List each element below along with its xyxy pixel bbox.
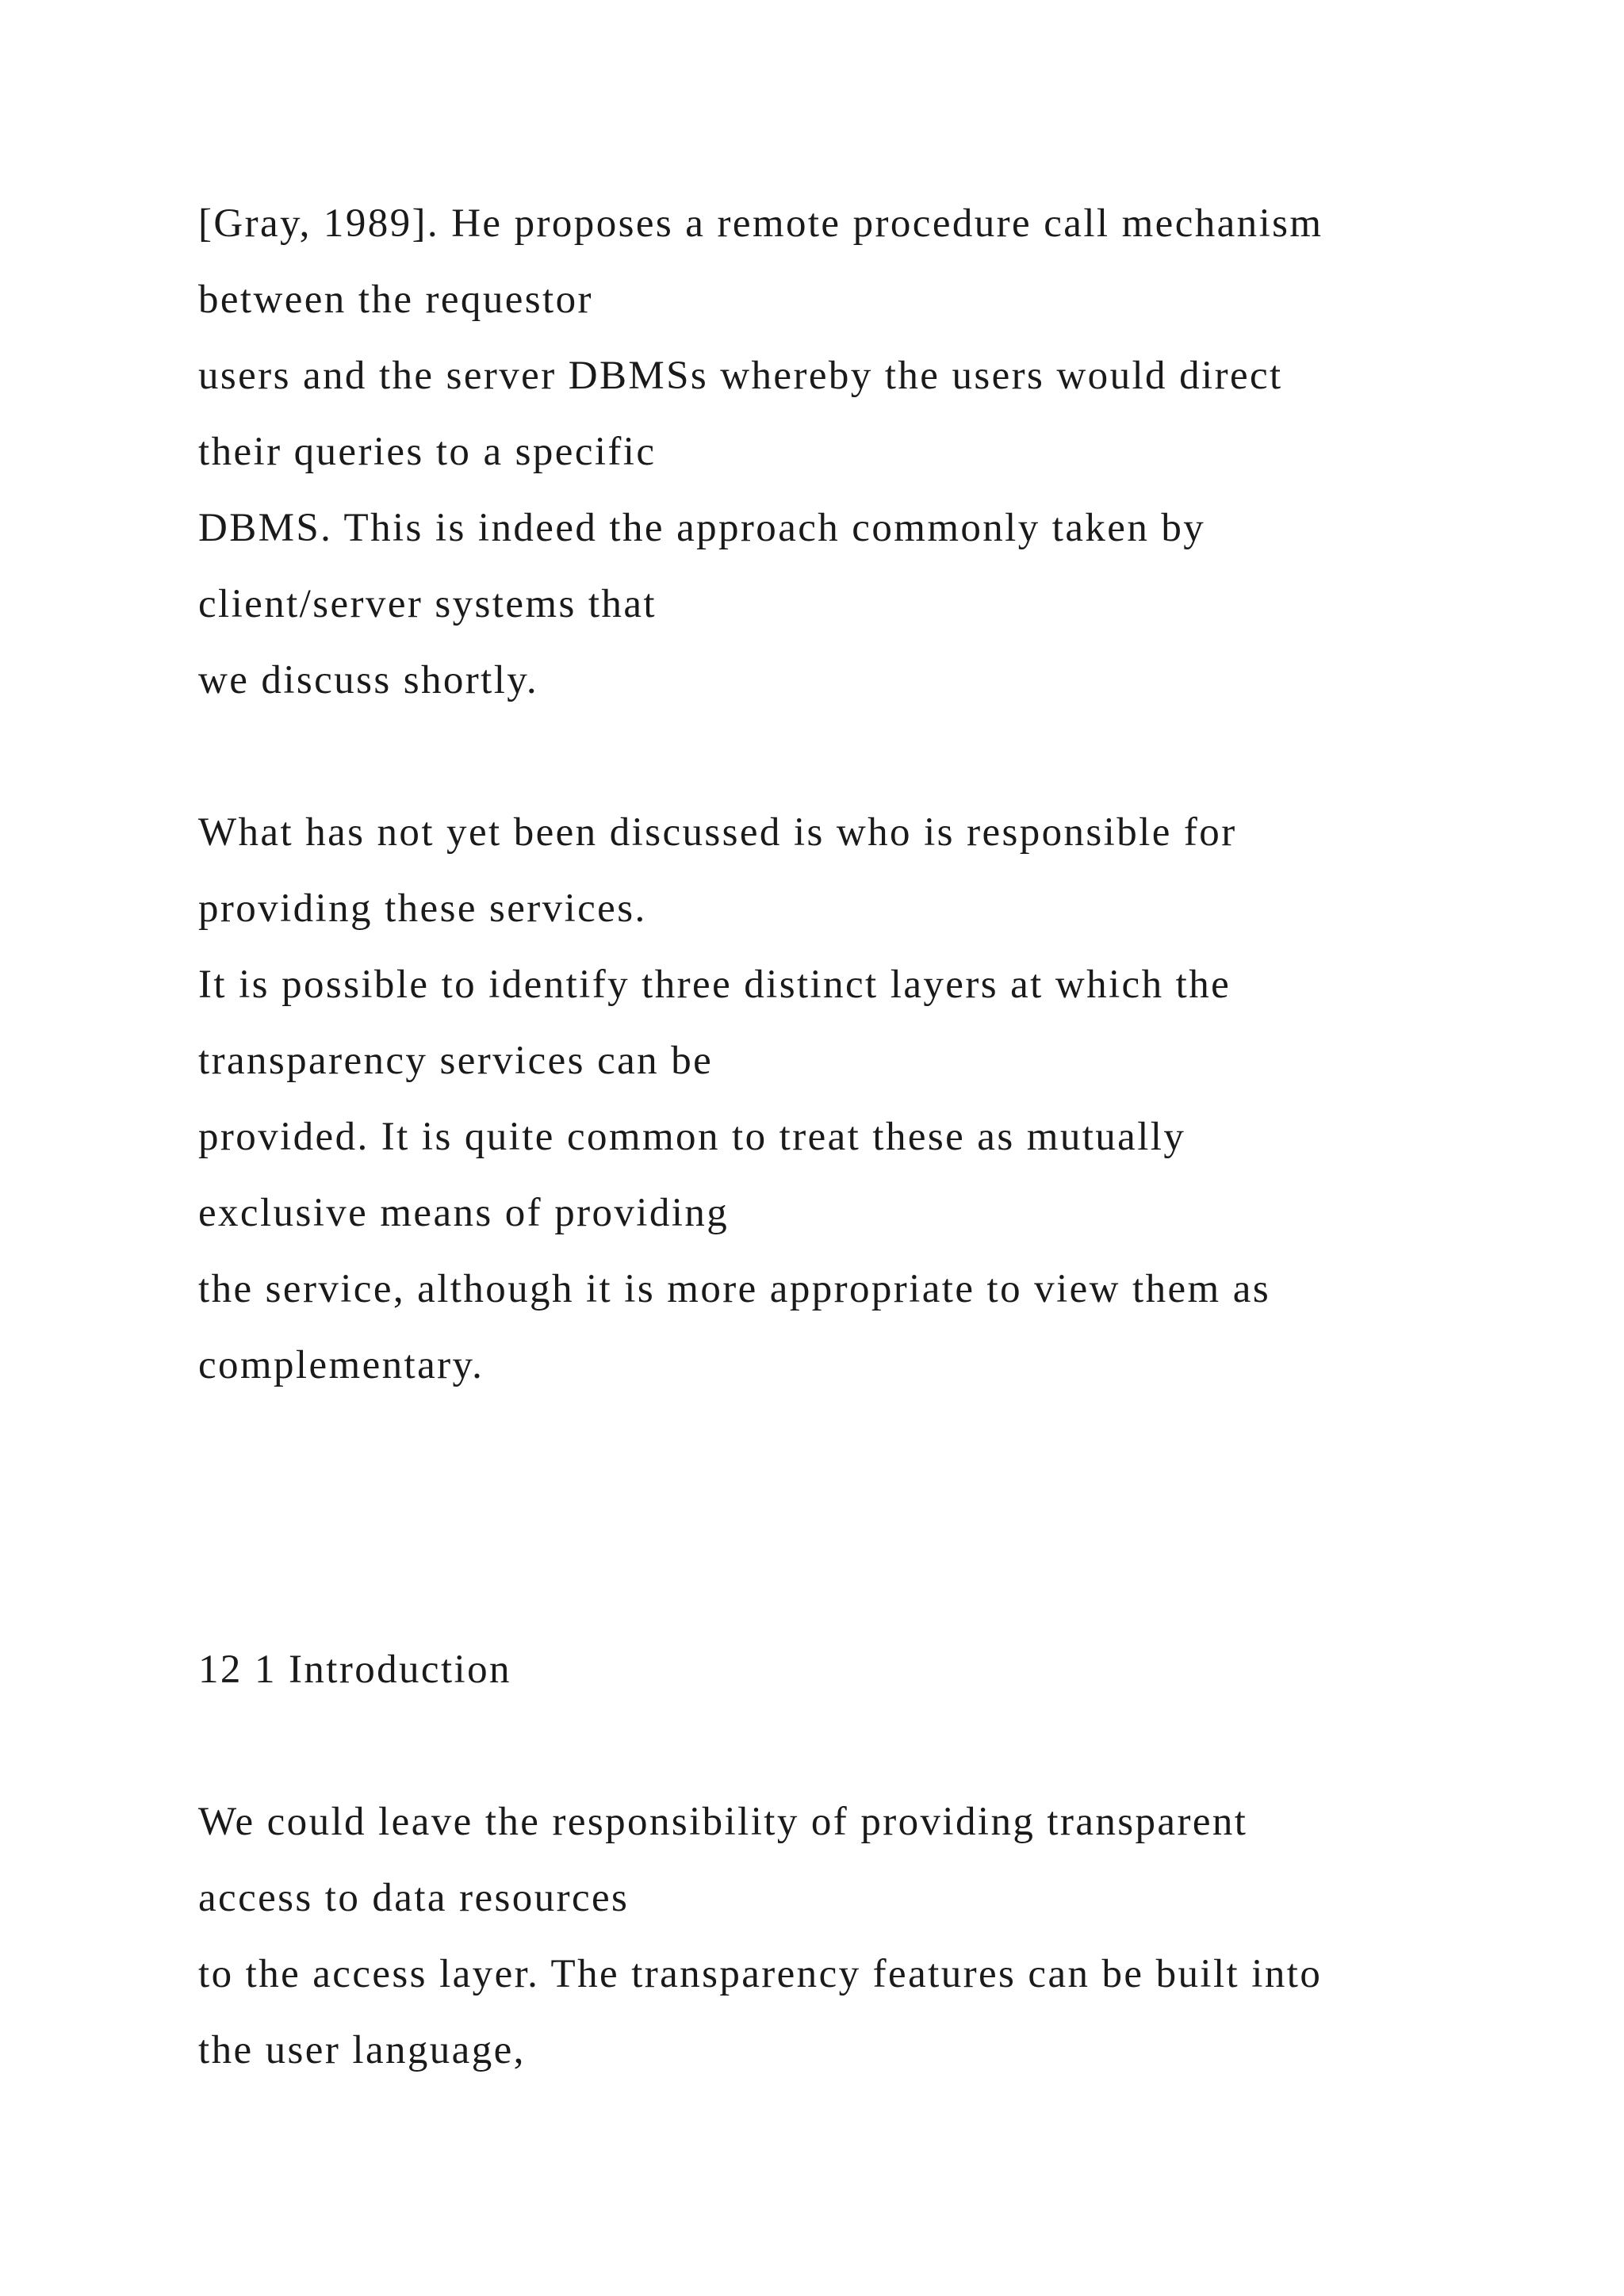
paragraph-1-line-7: we discuss shortly.: [198, 658, 539, 702]
paragraph-2-line-6: exclusive means of providing: [198, 1191, 730, 1235]
paragraph-2-line-7: the service, although it is more appropriate to view them as: [198, 1267, 1271, 1311]
paragraph-1-line-5: DBMS. This is indeed the approach commonly taken by: [198, 506, 1206, 550]
paragraph-2-line-3: It is possible to identify three distinct layers at which the: [198, 962, 1231, 1007]
paragraph-3-line-3: to the access layer. The transparency features can be built into: [198, 1952, 1323, 1996]
paragraph-1-line-3: users and the server DBMSs whereby the users would direct: [198, 354, 1283, 398]
paragraph-1-line-4: their queries to a specific: [198, 430, 657, 474]
paragraph-1-line-2: between the requestor: [198, 277, 593, 322]
paragraph-2-line-2: providing these services.: [198, 886, 647, 931]
paragraph-1-line-1: [Gray, 1989]. He proposes a remote procedure call mechanism: [198, 201, 1323, 246]
paragraph-2-line-8: complementary.: [198, 1343, 485, 1387]
paragraph-2-line-4: transparency services can be: [198, 1039, 714, 1083]
paragraph-3-line-2: access to data resources: [198, 1876, 630, 1920]
paragraph-2-line-1: What has not yet been discussed is who is responsible for: [198, 810, 1237, 855]
paragraph-3-line-4: the user language,: [198, 2028, 526, 2072]
paragraph-2-line-5: provided. It is quite common to treat these as mutually: [198, 1115, 1186, 1159]
page-header: 12 1 Introduction: [198, 1647, 511, 1692]
paragraph-3-line-1: We could leave the responsibility of providing transparent: [198, 1800, 1248, 1844]
paragraph-1-line-6: client/server systems that: [198, 582, 657, 626]
